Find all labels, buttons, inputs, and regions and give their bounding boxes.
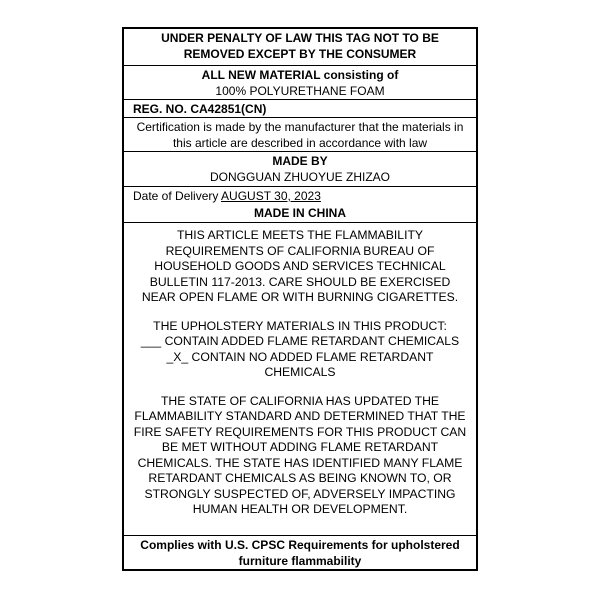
header-line-2: REMOVED EXCEPT BY THE CONSUMER <box>183 47 417 61</box>
retardant-line: ___ CONTAIN ADDED FLAME RETARDANT CHEMICALS <box>140 334 460 348</box>
state-notice-line: FIRE SAFETY REQUIREMENTS FOR THIS PRODUCT CAN <box>133 424 467 439</box>
delivery-label: Date of Delivery <box>133 189 222 203</box>
state-notice-line: FLAMMABILITY STANDARD AND DETERMINED THAT THE <box>134 409 466 423</box>
origin-text: MADE IN CHINA <box>254 206 346 220</box>
retardant-paragraph <box>124 319 476 381</box>
state-notice-line: STRONGLY SUSPECTED OF, ADVERSELY IMPACTING <box>144 486 456 501</box>
material-label-bold: ALL NEW MATERIAL <box>201 68 321 82</box>
compliance-line-1: Complies with U.S. CPSC Requirements for upholstered <box>140 538 460 552</box>
flammability-line: NEAR OPEN FLAME OR WITH BURNING CIGARETTES. <box>141 290 459 304</box>
state-notice-line: CHEMICALS. THE STATE HAS IDENTIFIED MANY FLAME <box>137 455 463 470</box>
warning-section <box>124 223 476 536</box>
flammability-line: BULLETIN 117-2013. CARE SHOULD BE EXERCISED <box>149 274 451 289</box>
state-notice-paragraph <box>124 394 476 518</box>
state-notice-line: RETARDANT CHEMICALS AS BEING KNOWN TO, OR <box>148 471 452 485</box>
maker-section <box>124 152 476 187</box>
certification-line-2: this article are described in accordance with law <box>172 136 428 150</box>
flammability-line: THIS ARTICLE MEETS THE FLAMMABILITY <box>176 228 424 242</box>
material-section <box>124 66 476 100</box>
state-notice-line: THE STATE OF CALIFORNIA HAS UPDATED THE <box>160 393 440 408</box>
header-line-1: UNDER PENALTY OF LAW THIS TAG NOT TO BE <box>161 31 439 45</box>
registration-number: REG. NO. CA42851(CN) <box>133 102 267 116</box>
material-label-rest: consisting of <box>320 68 399 82</box>
retardant-line: _X_ CONTAIN NO ADDED FLAME RETARDANT <box>166 349 434 364</box>
retardant-line: THE UPHOLSTERY MATERIALS IN THIS PRODUCT: <box>153 318 447 333</box>
certification-line-1: Certification is made by the manufacturer that the materials in <box>136 120 464 134</box>
registration-section <box>124 100 476 118</box>
delivery-line <box>133 188 476 204</box>
compliance-line-2: furniture flammability <box>238 554 362 568</box>
maker-label: MADE BY <box>272 154 328 168</box>
flammability-paragraph <box>124 228 476 306</box>
delivery-date: AUGUST 30, 2023 <box>221 189 321 203</box>
flammability-line: HOUSEHOLD GOODS AND SERVICES TECHNICAL <box>154 259 446 273</box>
header-section <box>124 29 476 66</box>
flammability-line: REQUIREMENTS OF CALIFORNIA BUREAU OF <box>165 243 435 258</box>
retardant-line: CHEMICALS <box>264 365 336 379</box>
state-notice-line: BE MET WITHOUT ADDING FLAME RETARDANT <box>161 440 439 454</box>
maker-name: DONGGUAN ZHUOYUE ZHIZAO <box>209 170 390 184</box>
certification-section <box>124 118 476 152</box>
material-content: 100% POLYURETHANE FOAM <box>215 84 385 98</box>
law-label-tag <box>122 27 478 571</box>
delivery-section <box>124 187 476 205</box>
origin-section <box>124 205 476 223</box>
state-notice-line: HUMAN HEALTH OR DEVELOPMENT. <box>192 502 408 516</box>
material-label <box>124 67 476 83</box>
compliance-section <box>124 536 476 571</box>
